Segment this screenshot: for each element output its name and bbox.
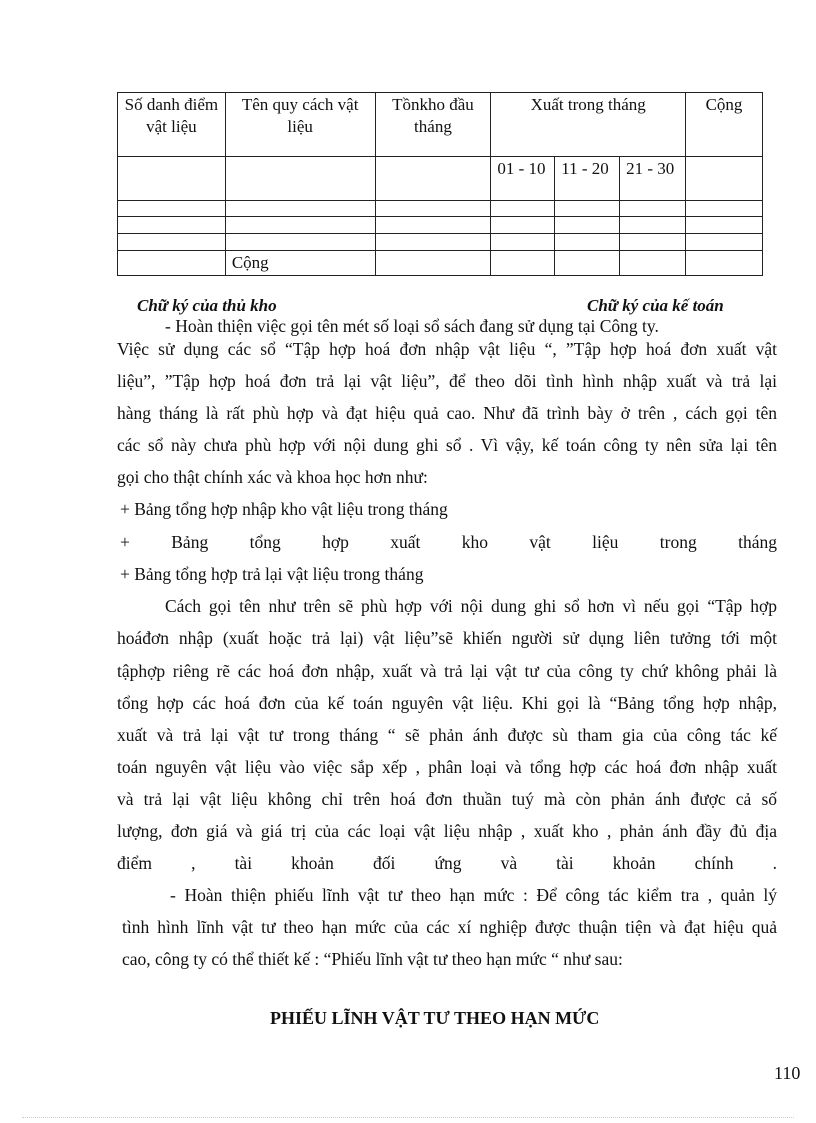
- paragraph-line: gọi cho thật chính xác và khoa học hơn như:: [117, 467, 428, 487]
- subheader-period-2: 11 - 20: [555, 157, 620, 201]
- total-label: Cộng: [225, 251, 375, 276]
- header-material-code: Số danh điểm vật liệu: [118, 93, 226, 157]
- header-material-spec: Tên quy cách vật liệu: [225, 93, 375, 157]
- subheader-period-1: 01 - 10: [491, 157, 555, 201]
- header-opening-stock: Tồnkho đầu tháng: [375, 93, 491, 157]
- table-subheader-row: [118, 157, 763, 201]
- material-ledger-table: [117, 92, 763, 276]
- paragraph-line: điểm , tài khoản đối ứng và tài khoản chính .: [117, 853, 777, 873]
- paragraph-line: liệu”, ”Tập hợp hoá đơn trả lại vật liệu”, để theo dõi tình hình nhập xuất và trả lại: [117, 371, 777, 391]
- table-row: [118, 201, 763, 217]
- bullet-item: + Bảng tổng hợp trả lại vật liệu trong tháng: [120, 564, 424, 584]
- table-cell: [686, 157, 763, 201]
- signature-storekeeper: Chữ ký của thủ kho: [137, 296, 277, 315]
- bullet-item: + Bảng tổng hợp xuất kho vật liệu trong tháng: [120, 532, 777, 552]
- page-number: 110: [774, 1063, 801, 1083]
- paragraph-line: các sổ này chưa phù hợp với nội dung ghi sổ . Vì vậy, kế toán công ty nên sửa lại tên: [117, 435, 777, 455]
- paragraph-line: và trả lại vật liệu không chỉ trên hoá đơn thuần tuý mà còn phản ánh được cả số: [117, 789, 777, 809]
- footer-divider: [22, 1117, 794, 1118]
- paragraph-line: tậphợp riêng rẽ các hoá đơn nhập, xuất và trả lại vật tư của công ty chứ không phải là: [117, 661, 777, 681]
- paragraph-line: xuất và trả lại vật tư trong tháng “ sẽ phản ánh được sù tham gia của công tác kế: [117, 725, 777, 745]
- paragraph-line: Việc sử dụng các sổ “Tập hợp hoá đơn nhập vật liệu “, ”Tập hợp hoá đơn xuất vật: [117, 339, 777, 359]
- paragraph-line: cao, công ty có thể thiết kế : “Phiếu lĩnh vật tư theo hạn mức “ như sau:: [122, 949, 623, 969]
- section-title: PHIẾU LĨNH VẬT TƯ THEO HẠN MỨC: [270, 1008, 600, 1028]
- table-cell: [375, 157, 491, 201]
- table-row: [118, 234, 763, 251]
- paragraph-line: lượng, đơn giá và giá trị của các loại vật liệu nhập , xuất kho , phản ánh đầy đủ địa: [117, 821, 777, 841]
- table-header-row: [118, 93, 763, 157]
- paragraph-line: hoáđơn nhập (xuất hoặc trả lại) vật liệu”sẽ khiến người sử dụng liên tưởng tới một: [117, 628, 777, 648]
- paragraph-line: tổng hợp các hoá đơn của kế toán nguyên vật liệu. Khi gọi là “Bảng tổng hợp nhập,: [117, 693, 777, 713]
- table-cell: [225, 157, 375, 201]
- paragraph-line: - Hoàn thiện phiếu lĩnh vật tư theo hạn mức : Để công tác kiểm tra , quản lý: [170, 885, 777, 905]
- table-row: [118, 217, 763, 234]
- paragraph-line: Cách gọi tên như trên sẽ phù hợp với nội dung ghi sổ hơn vì nếu gọi “Tập hợp: [165, 596, 777, 616]
- table-cell: [118, 157, 226, 201]
- paragraph-line: tình hình lĩnh vật tư theo hạn mức của các xí nghiệp được thuận tiện và đạt hiệu quả: [122, 917, 777, 937]
- paragraph-line: hàng tháng là rất phù hợp và đạt hiệu quả cao. Như đã trình bày ở trên , cách gọi tên: [117, 403, 777, 423]
- table-total-row: [118, 251, 763, 276]
- paragraph-line: toán nguyên vật liệu vào việc sắp xếp , phân loại và tổng hợp các hoá đơn nhập xuất: [117, 757, 777, 777]
- subheader-period-3: 21 - 30: [620, 157, 686, 201]
- paragraph-line: - Hoàn thiện việc gọi tên mét số loại sổ sách đang sử dụng tại Công ty.: [165, 316, 659, 336]
- header-total: Cộng: [686, 93, 763, 157]
- signature-accountant: Chữ ký của kế toán: [587, 296, 724, 315]
- header-issued-in-month: Xuất trong tháng: [491, 93, 686, 157]
- bullet-item: + Bảng tổng hợp nhập kho vật liệu trong tháng: [120, 499, 448, 519]
